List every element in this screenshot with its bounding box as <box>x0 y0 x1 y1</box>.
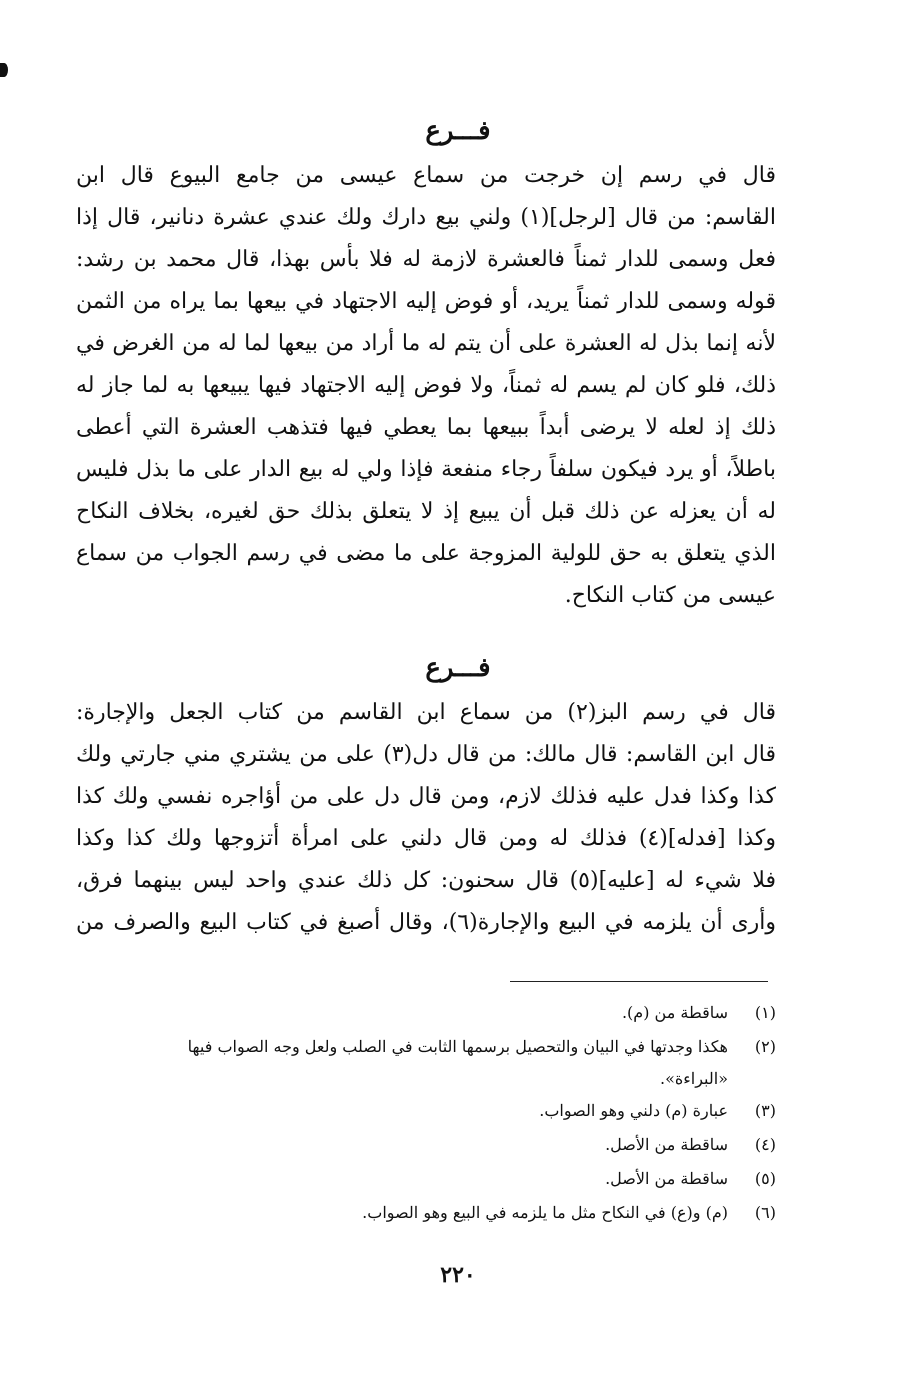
text-line: لأنه إنما بذل له العشرة على أن يتم له ما أراد من بيعها لما له من الغرض في <box>76 331 776 356</box>
section-2-heading: فـــرع <box>425 653 491 683</box>
footnote-separator <box>510 981 768 982</box>
text-line: قال ابن القاسم: قال مالك: من قال دل(٣) على من يشتري مني جارتي ولك <box>76 742 776 767</box>
footnote <box>66 1162 776 1196</box>
footnote-text: ساقطة من الأصل. <box>605 1135 728 1154</box>
section-1-heading: فـــرع <box>425 116 491 146</box>
text-line: فلا شيء له [عليه](٥) قال سحنون: كل ذلك عندي واحد ليس بينهما فرق، <box>76 868 776 893</box>
text-line: ذلك إذ لعله لا يرضى أبداً ببيعها بما يعطي فيها فتذهب العشرة التي أعطى <box>76 415 776 440</box>
footnote-continuation: «البراءة». <box>660 1069 728 1088</box>
text-line: وكذا [فدله](٤) فذلك له ومن قال دلني على امرأة أتزوجها ولك كذا وكذا <box>76 826 776 851</box>
footnote-number: (٦) <box>754 1203 776 1222</box>
footnote <box>66 1094 776 1128</box>
footnote-number: (٤) <box>754 1135 776 1154</box>
text-line: فعل وسمى للدار ثمناً فالعشرة لازمة له فلا بأس بهذا، قال محمد بن رشد: <box>76 247 776 272</box>
text-line: باطلاً، أو يرد فيكون سلفاً رجاء منفعة فإذا ولي له بيع الدار على ما بذل فليس <box>76 457 776 482</box>
footnote-text: عبارة (م) دلني وهو الصواب. <box>539 1101 728 1120</box>
footnote-number: (٣) <box>754 1101 776 1120</box>
text-line: عيسى من كتاب النكاح. <box>564 583 776 608</box>
text-line: ذلك، فلو كان لم يسم له ثمناً، ولا فوض إليه الاجتهاد فيها يبيعها به لما جاز له <box>76 373 776 398</box>
page-number: ٢٢٠ <box>440 1262 476 1288</box>
text-line: كذا وكذا فدل عليه فذلك لازم، ومن قال دل على من أؤاجره نفسي ولك كذا <box>76 784 776 809</box>
text-line: قال في رسم إن خرجت من سماع عيسى من جامع البيوع قال ابن <box>76 163 776 188</box>
text-line: له أن يعزله عن ذلك قبل أن يبيع إذ لا يتعلق بذلك حق لغيره، بخلاف النكاح <box>76 499 776 524</box>
footnote-number: (١) <box>754 1003 776 1022</box>
footnote-number: (٥) <box>754 1169 776 1188</box>
footnotes <box>66 996 776 1230</box>
footnote-text: ساقطة من (م). <box>621 1003 728 1022</box>
footnote-text: ساقطة من الأصل. <box>605 1169 728 1188</box>
footnote-text: (م) و(ع) في النكاح مثل ما يلزمه في البيع وهو الصواب. <box>362 1203 728 1222</box>
footnote <box>66 1196 776 1230</box>
text-line: قوله وسمى للدار ثمناً يريد، أو فوض إليه الاجتهاد في بيعها بما يراه من الثمن <box>76 289 776 314</box>
footnote-text: هكذا وجدتها في البيان والتحصيل برسمها الثابت في الصلب ولعل وجه الصواب فيها <box>187 1037 728 1056</box>
section-2-paragraph <box>76 692 776 944</box>
footnote <box>66 1030 776 1064</box>
section-1-paragraph <box>76 155 776 617</box>
text-line: قال في رسم البز(٢) من سماع ابن القاسم من كتاب الجعل والإجارة: <box>76 700 776 725</box>
footnote-number: (٢) <box>754 1037 776 1056</box>
text-line: القاسم: من قال [لرجل](١) ولني بيع دارك ولك عندي عشرة دنانير، قال إذا <box>76 205 776 230</box>
footnote <box>66 1128 776 1162</box>
text-line: الذي يتعلق به حق للولية المزوجة على ما مضى في رسم الجواب من سماع <box>76 541 776 566</box>
text-line: وأرى أن يلزمه في البيع والإجارة(٦)، وقال أصبغ في كتاب البيع والصرف من <box>76 910 776 935</box>
footnote <box>66 996 776 1030</box>
